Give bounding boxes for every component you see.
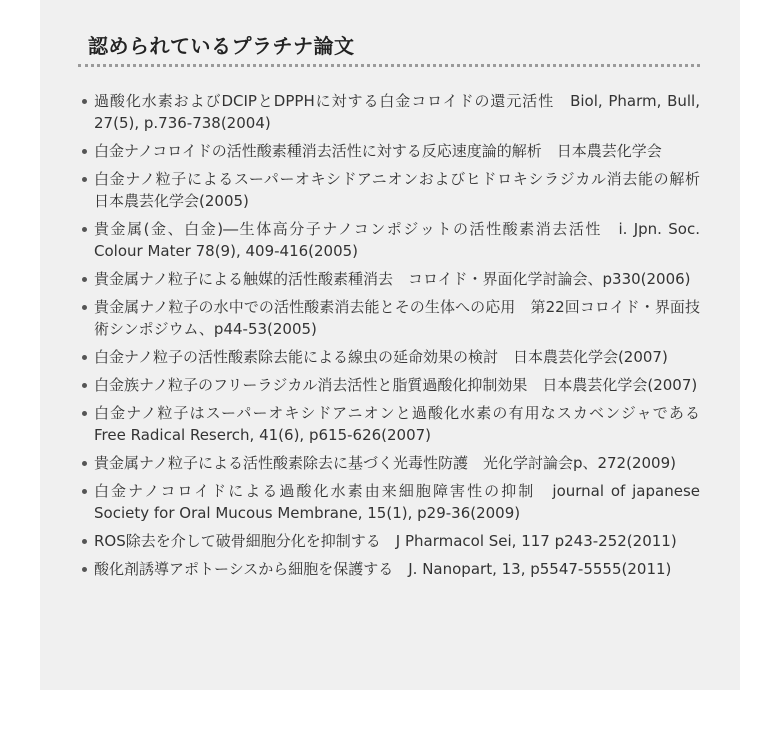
bullet-icon <box>82 411 87 416</box>
paper-item <box>80 218 700 262</box>
paper-item <box>80 90 700 134</box>
paper-item <box>80 374 700 396</box>
bullet-icon <box>82 149 87 154</box>
paper-text: 貴金属ナノ粒子の水中での活性酸素消去能とその生体への応用 第22回コロイド・界面技術シンポジウム、p44-53(2005) <box>94 298 700 338</box>
paper-item <box>80 346 700 368</box>
bullet-icon <box>82 99 87 104</box>
paper-item <box>80 268 700 290</box>
bullet-icon <box>82 227 87 232</box>
paper-text: 白金ナノコロイドの活性酸素種消去活性に対する反応速度論的解析 日本農芸化学会 <box>94 142 662 160</box>
paper-text: 白金ナノ粒子によるスーパーオキシドアニオンおよびヒドロキシラジカル消去能の解析 日本農芸化学会(2005) <box>94 170 716 210</box>
bullet-icon <box>82 383 87 388</box>
bullet-icon <box>82 539 87 544</box>
paper-text: 貴金属(金、白金)―生体高分子ナノコンポジットの活性酸素消去活性 i. Jpn. Soc. Colour Mater 78(9), 409-416(2005) <box>94 220 700 260</box>
paper-list <box>80 90 716 586</box>
paper-item <box>80 140 700 162</box>
bullet-icon <box>82 489 87 494</box>
paper-item <box>80 558 700 580</box>
paper-text: ROS除去を介して破骨細胞分化を抑制する J Pharmacol Sei, 117 p243-252(2011) <box>94 532 677 550</box>
bullet-icon <box>82 461 87 466</box>
paper-item <box>80 452 700 474</box>
paper-item <box>80 530 700 552</box>
paper-text: 白金ナノ粒子の活性酸素除去能による線虫の延命効果の検討 日本農芸化学会(2007) <box>94 348 668 366</box>
bullet-icon <box>82 355 87 360</box>
paper-text: 白金族ナノ粒子のフリーラジカル消去活性と脂質過酸化抑制効果 日本農芸化学会(2007) <box>94 376 698 394</box>
content-panel <box>40 0 740 690</box>
paper-text: 貴金属ナノ粒子による活性酸素除去に基づく光毒性防護 光化学討論会p、272(2009) <box>94 454 676 472</box>
paper-text: 貴金属ナノ粒子による触媒的活性酸素種消去 コロイド・界面化学討論会、p330(2006) <box>94 270 691 288</box>
dotted-divider <box>78 64 700 67</box>
section-title: 認められているプラチナ論文 <box>88 34 355 58</box>
paper-item <box>80 480 700 524</box>
paper-text: 過酸化水素およびDCIPとDPPHに対する白金コロイドの還元活性 Biol, Pharm, Bull, 27(5), p.736-738(2004) <box>94 92 700 132</box>
paper-item <box>80 402 716 446</box>
bullet-icon <box>82 177 87 182</box>
bullet-icon <box>82 305 87 310</box>
bullet-icon <box>82 277 87 282</box>
paper-text: 白金ナノコロイドによる過酸化水素由来細胞障害性の抑制 journal of japanese Society for Oral Mucous Membrane, 15(1), p29-36(2009) <box>94 482 700 522</box>
paper-item <box>80 296 700 340</box>
bullet-icon <box>82 567 87 572</box>
paper-text: 酸化剤誘導アポトーシスから細胞を保護する J. Nanopart, 13, p5547-5555(2011) <box>94 560 672 578</box>
paper-text: 白金ナノ粒子はスーパーオキシドアニオンと過酸化水素の有用なスカベンジャである Free Radical Reserch, 41(6), p615-626(2007) <box>94 404 716 444</box>
paper-item <box>80 168 716 212</box>
